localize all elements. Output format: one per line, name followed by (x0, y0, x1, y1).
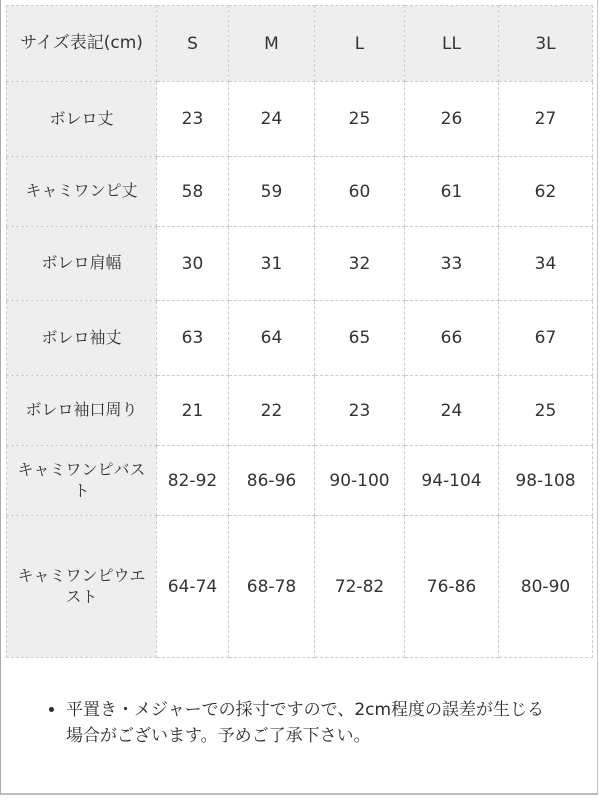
measurement-value-cell: 90-100 (315, 446, 405, 516)
size-column-header-ll: LL (405, 6, 499, 82)
table-row-bolero-length (7, 82, 593, 157)
measurement-value-cell: 63 (157, 301, 229, 376)
size-table (6, 5, 593, 658)
measurement-value-cell: 82-92 (157, 446, 229, 516)
measurement-value-cell: 68-78 (229, 516, 315, 658)
measurement-row-label: ボレロ袖口周り (7, 376, 157, 446)
size-column-header-3l: 3L (499, 6, 593, 82)
table-row-cami-dress-bust (7, 446, 593, 516)
table-row-cami-dress-length (7, 157, 593, 227)
measurement-value-cell: 23 (315, 376, 405, 446)
measurement-value-cell: 80-90 (499, 516, 593, 658)
measurement-value-cell: 23 (157, 82, 229, 157)
measurement-value-cell: 60 (315, 157, 405, 227)
measurement-value-cell: 25 (315, 82, 405, 157)
measurement-value-cell: 64-74 (157, 516, 229, 658)
size-table-header-row (7, 6, 593, 82)
measurement-value-cell: 98-108 (499, 446, 593, 516)
measurement-value-cell: 62 (499, 157, 593, 227)
measurement-value-cell: 58 (157, 157, 229, 227)
measurement-value-cell: 21 (157, 376, 229, 446)
measurement-row-label: ボレロ袖丈 (7, 301, 157, 376)
measurement-value-cell: 86-96 (229, 446, 315, 516)
table-row-cami-dress-waist (7, 516, 593, 658)
measurement-row-label: キャミワンピウエスト (7, 516, 157, 658)
size-column-header-s: S (157, 6, 229, 82)
measurement-notes-list (6, 698, 600, 750)
table-row-bolero-cuff (7, 376, 593, 446)
size-column-header-l: L (315, 6, 405, 82)
measurement-row-label: キャミワンピ丈 (7, 157, 157, 227)
measurement-value-cell: 26 (405, 82, 499, 157)
measurement-value-cell: 30 (157, 227, 229, 301)
measurement-value-cell: 33 (405, 227, 499, 301)
measurement-value-cell: 31 (229, 227, 315, 301)
measurement-value-cell: 65 (315, 301, 405, 376)
measurement-value-cell: 59 (229, 157, 315, 227)
measurement-value-cell: 64 (229, 301, 315, 376)
measurement-value-cell: 32 (315, 227, 405, 301)
measurement-value-cell: 61 (405, 157, 499, 227)
measurement-value-cell: 22 (229, 376, 315, 446)
measurement-value-cell: 24 (229, 82, 315, 157)
measurement-note-item: • 平置き・メジャーでの採寸ですので、2cm程度の誤差が生じる場合がございます。予めご了承下さい。 (66, 698, 546, 750)
measurement-row-label: キャミワンピバスト (7, 446, 157, 516)
size-column-header-m: M (229, 6, 315, 82)
measurement-value-cell: 76-86 (405, 516, 499, 658)
measurement-value-cell: 67 (499, 301, 593, 376)
measurement-value-cell: 34 (499, 227, 593, 301)
measurement-value-cell: 25 (499, 376, 593, 446)
measurement-value-cell: 72-82 (315, 516, 405, 658)
measurement-row-label: ボレロ丈 (7, 82, 157, 157)
measurement-value-cell: 66 (405, 301, 499, 376)
measurement-value-cell: 27 (499, 82, 593, 157)
table-row-bolero-shoulder-width (7, 227, 593, 301)
table-row-bolero-sleeve-length (7, 301, 593, 376)
measurement-value-cell: 24 (405, 376, 499, 446)
size-unit-header: サイズ表記(cm) (7, 6, 157, 82)
measurement-value-cell: 94-104 (405, 446, 499, 516)
measurement-row-label: ボレロ肩幅 (7, 227, 157, 301)
